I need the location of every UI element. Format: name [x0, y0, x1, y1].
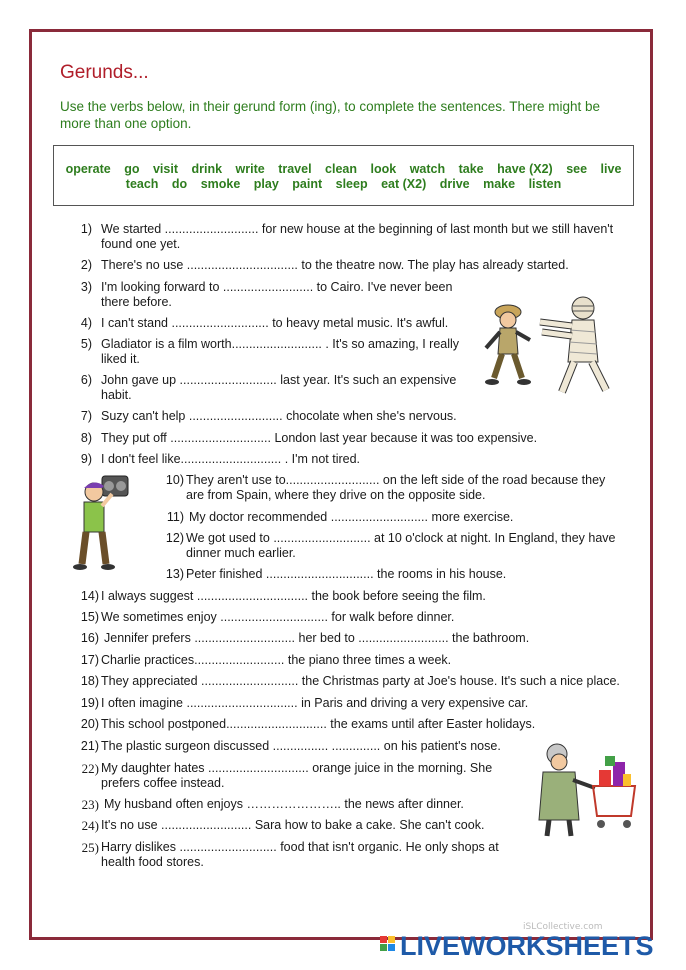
question-number: 6) [80, 373, 92, 387]
verb: paint [292, 177, 323, 191]
verb-line-1 [54, 162, 633, 176]
question-text: I'm looking forward to .......................... to Cairo. I've never been there before. [101, 280, 453, 309]
question-14 [80, 589, 628, 604]
question-text: My doctor recommended ............................ more exercise. [189, 510, 514, 524]
question-text: Peter finished ............................... the rooms in his house. [186, 567, 507, 581]
question-text: They appreciated ............................ the Christmas party at Joe's house. It's such a nice place. [101, 674, 620, 688]
question-text: We started ........................... for new house at the beginning of last month but we still haven't found one yet. [101, 222, 614, 251]
question-1 [80, 222, 628, 252]
verb: do [171, 177, 188, 191]
shopping-lady-illustration [535, 740, 645, 840]
question-number: 22) [81, 761, 99, 776]
liveworksheets-logo [380, 928, 676, 962]
question-4 [80, 316, 465, 331]
explorer-mummy-illustration [478, 292, 628, 402]
boy-boombox-illustration [68, 472, 138, 572]
question-number: 23) [81, 797, 99, 812]
question-text: John gave up ............................ last year. It's such an expensive habit. [101, 373, 457, 402]
question-25 [80, 840, 510, 870]
question-20 [80, 717, 628, 732]
verb: see [566, 162, 588, 176]
question-text: I can't stand ............................ to heavy metal music. It's awful. [101, 316, 449, 330]
question-10 [165, 473, 625, 503]
verb: listen [528, 177, 562, 191]
verb: make [483, 177, 516, 191]
question-text: They put off ............................. London last year because it was too expensive. [101, 431, 538, 445]
verb: smoke [200, 177, 241, 191]
question-text: My husband often enjoys ………………….. the news after dinner. [104, 797, 464, 811]
verb: live [600, 162, 622, 176]
verb: clean [325, 162, 358, 176]
verb: write [235, 162, 265, 176]
question-text: We got used to ............................ at 10 o'clock at night. In England, they have dinner much earlier. [186, 531, 616, 560]
question-24 [80, 818, 510, 833]
question-text: Charlie practices.......................... the piano three times a week. [101, 653, 452, 667]
question-19 [80, 696, 628, 711]
question-number: 11) [166, 510, 184, 524]
verb-line-2 [54, 177, 633, 191]
question-number: 12) [165, 531, 184, 545]
question-number: 21) [80, 739, 99, 753]
question-text: I often imagine ................................ in Paris and driving a very expensive car. [101, 696, 529, 710]
question-number: 3) [80, 280, 92, 294]
question-text: I don't feel like............................. . I'm not tired. [101, 452, 361, 466]
question-number: 25) [81, 840, 99, 855]
verb: sleep [335, 177, 368, 191]
question-7 [80, 409, 520, 424]
question-15 [80, 610, 628, 625]
verb: take [458, 162, 484, 176]
question-number: 9) [80, 452, 92, 466]
question-text: Jennifer prefers ............................. her bed to .......................... the bathroom. [104, 631, 530, 645]
question-number: 5) [80, 337, 92, 351]
question-number: 13) [165, 567, 184, 581]
question-22 [80, 761, 510, 791]
logo-text: LIVEWORKSHEETS [400, 931, 654, 961]
verb: drive [439, 177, 470, 191]
question-number: 10) [165, 473, 184, 487]
question-number: 1) [80, 222, 92, 236]
question-number: 24) [81, 818, 99, 833]
verb-box [53, 145, 634, 206]
question-text: This school postponed............................. the exams until after Easter holidays. [101, 717, 536, 731]
question-16 [80, 631, 628, 646]
verb: have (X2) [497, 162, 553, 176]
question-3 [80, 280, 465, 310]
question-text: They aren't use to........................... on the left side of the road because they are from Spain, where they drive on the opposite side. [186, 473, 606, 502]
question-9 [80, 452, 520, 467]
watermark: iSLCollective.com [523, 922, 603, 932]
instructions: Use the verbs below, in their gerund form (ing), to complete the sentences. There might be more than one option. [60, 99, 601, 131]
question-23 [80, 797, 510, 812]
question-number: 4) [80, 316, 92, 330]
question-17 [80, 653, 628, 668]
question-text: Gladiator is a film worth.......................... . It's so amazing, I really liked it. [101, 337, 460, 366]
verb: play [253, 177, 279, 191]
question-number: 19) [80, 696, 99, 710]
question-13 [165, 567, 625, 582]
question-text: It's no use .......................... Sara how to bake a cake. She can't cook. [101, 818, 485, 832]
question-number: 2) [80, 258, 92, 272]
verb: watch [409, 162, 446, 176]
question-number: 20) [80, 717, 99, 731]
question-number: 16) [80, 631, 99, 645]
verb: teach [125, 177, 159, 191]
question-number: 7) [80, 409, 92, 423]
question-number: 14) [80, 589, 99, 603]
verb: look [370, 162, 397, 176]
question-5 [80, 337, 465, 367]
question-text: Harry dislikes ............................ food that isn't organic. He only shops at health food stores. [101, 840, 499, 869]
question-text: We sometimes enjoy ............................... for walk before dinner. [101, 610, 455, 624]
verb: eat (X2) [381, 177, 427, 191]
question-2 [80, 258, 628, 273]
question-number: 8) [80, 431, 92, 445]
verb: drink [191, 162, 223, 176]
question-18 [80, 674, 640, 689]
question-11 [165, 510, 625, 525]
question-12 [165, 531, 625, 561]
verb: go [124, 162, 140, 176]
page-title: Gerunds... [60, 62, 149, 83]
question-number: 18) [80, 674, 99, 688]
question-text: Suzy can't help ........................... chocolate when she's nervous. [101, 409, 457, 423]
question-8 [80, 431, 628, 446]
verb: visit [152, 162, 178, 176]
question-6 [80, 373, 465, 403]
question-text: The plastic surgeon discussed ................ .............. on his patient's nose. [101, 739, 501, 753]
question-text: There's no use ................................ to the theatre now. The play has already started. [101, 258, 569, 272]
question-text: My daughter hates ............................. orange juice in the morning. She prefers coffee instead. [101, 761, 493, 790]
question-text: I always suggest ................................ the book before seeing the film. [101, 589, 486, 603]
verb: travel [278, 162, 312, 176]
question-number: 15) [80, 610, 99, 624]
verb: operate [65, 162, 111, 176]
question-number: 17) [80, 653, 99, 667]
